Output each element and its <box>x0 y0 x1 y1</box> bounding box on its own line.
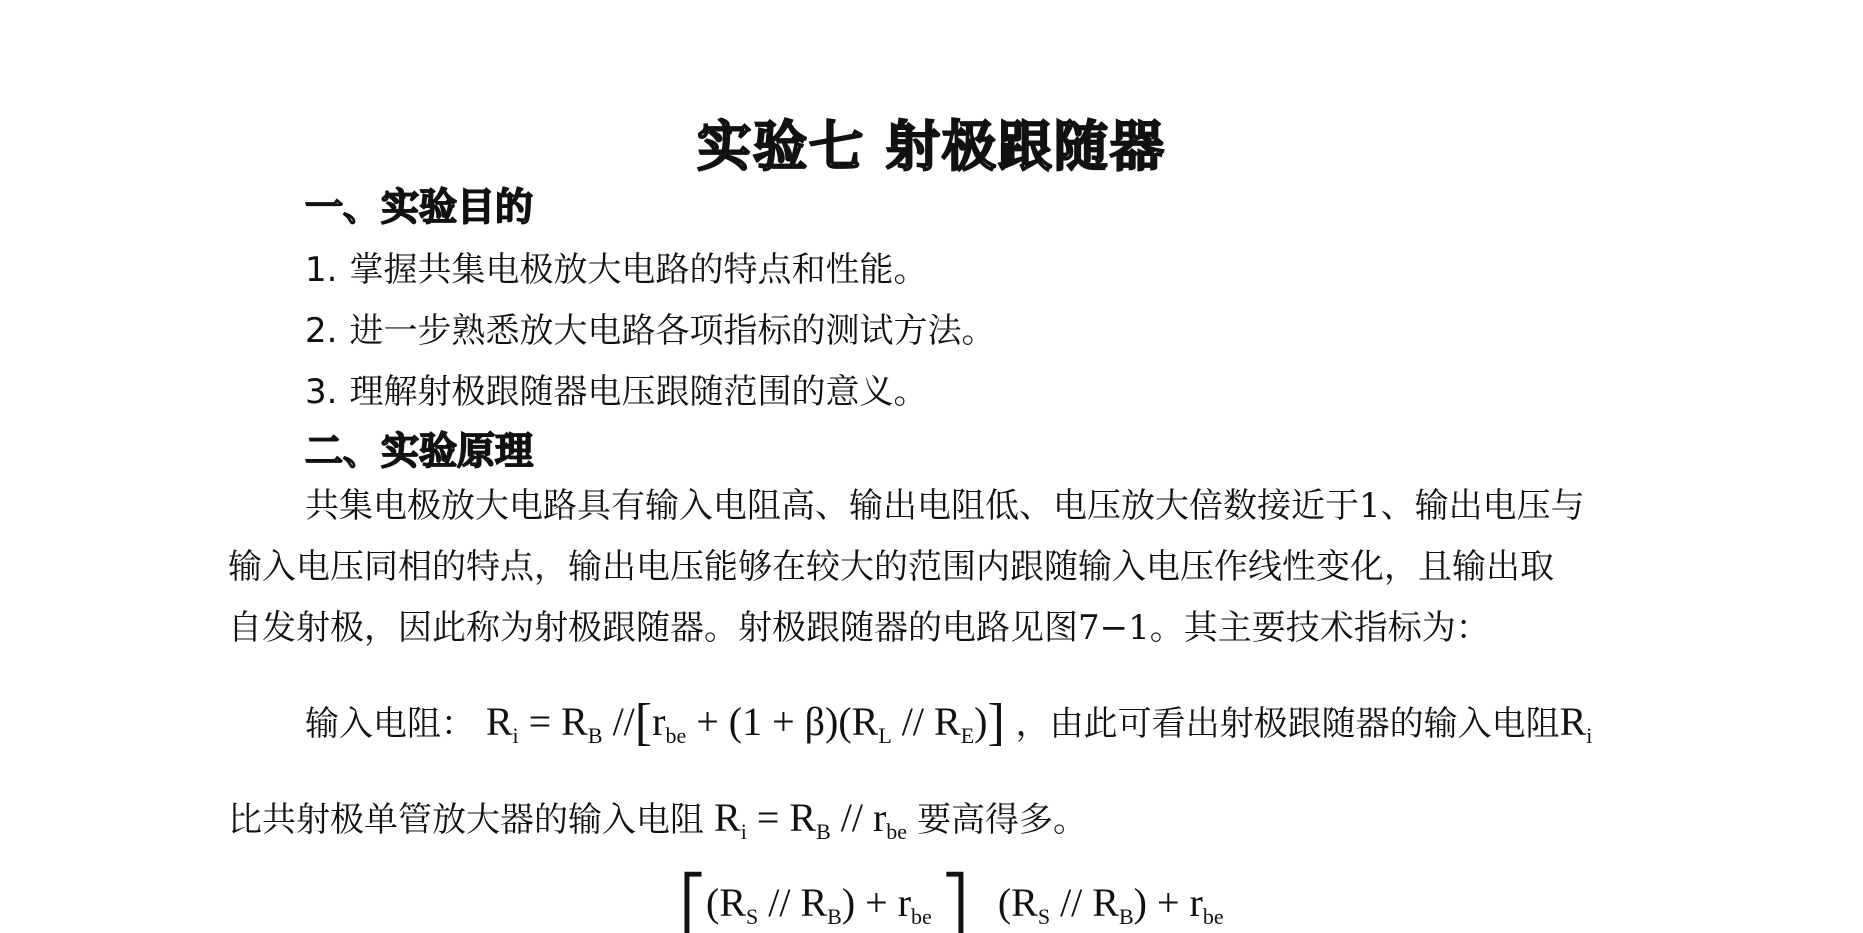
page-title: 实验七 射极跟随器 <box>697 115 1166 178</box>
objective-item-1 <box>305 242 927 291</box>
item-number: 2. <box>305 311 338 351</box>
ri-symbol: $R_i$ <box>1559 699 1593 748</box>
item-text: 进一步熟悉放大电路各项指标的测试方法。 <box>349 311 996 351</box>
item-text: 掌握共集电极放大电路的特点和性能。 <box>349 250 928 290</box>
comparison-prefix: 比共射极单管放大器的输入电阻 <box>228 800 704 840</box>
principle-paragraph <box>228 476 1718 659</box>
ce-input-resistance-formula: $R_i = R_B // r_{be}$ <box>704 795 908 844</box>
output-resistance-formula-partial: $⎡(R_S // R_B) + r_{be}$ ⎤ $(R_S // R_B) + r_{be}$ <box>680 875 1224 932</box>
input-resistance-formula: $R_i = R_B$ $//[r_{be} + (1 + \beta)(R_L // R_E)]$ <box>485 694 1005 751</box>
input-resistance-tail: ，由此可看出射极跟随器的输入电阻 <box>1015 704 1560 744</box>
comparison-suffix: 要高得多。 <box>917 800 1088 840</box>
paragraph-line: 输入电压同相的特点，输出电压能够在较大的范围内跟随输入电压作线性变化，且输出取 <box>228 547 1554 587</box>
paragraph-line: 共集电极放大电路具有输入电阻高、输出电阻低、电压放大倍数接近于1、输出电压与 <box>305 486 1585 526</box>
section-heading-objective: 一、实验目的 <box>305 185 534 229</box>
item-number: 3. <box>305 372 338 412</box>
section-heading-principle: 二、实验原理 <box>305 429 534 473</box>
objective-item-3 <box>305 364 927 413</box>
comparison-line <box>228 792 1087 845</box>
paragraph-line: 自发射极，因此称为射极跟随器。射极跟随器的电路见图7−1。其主要技术指标为： <box>228 608 1490 648</box>
input-resistance-line <box>305 693 1592 752</box>
item-number: 1. <box>305 250 338 290</box>
item-text: 理解射极跟随器电压跟随范围的意义。 <box>349 372 928 412</box>
objective-item-2 <box>305 303 995 352</box>
input-resistance-label: 输入电阻： <box>305 704 475 744</box>
